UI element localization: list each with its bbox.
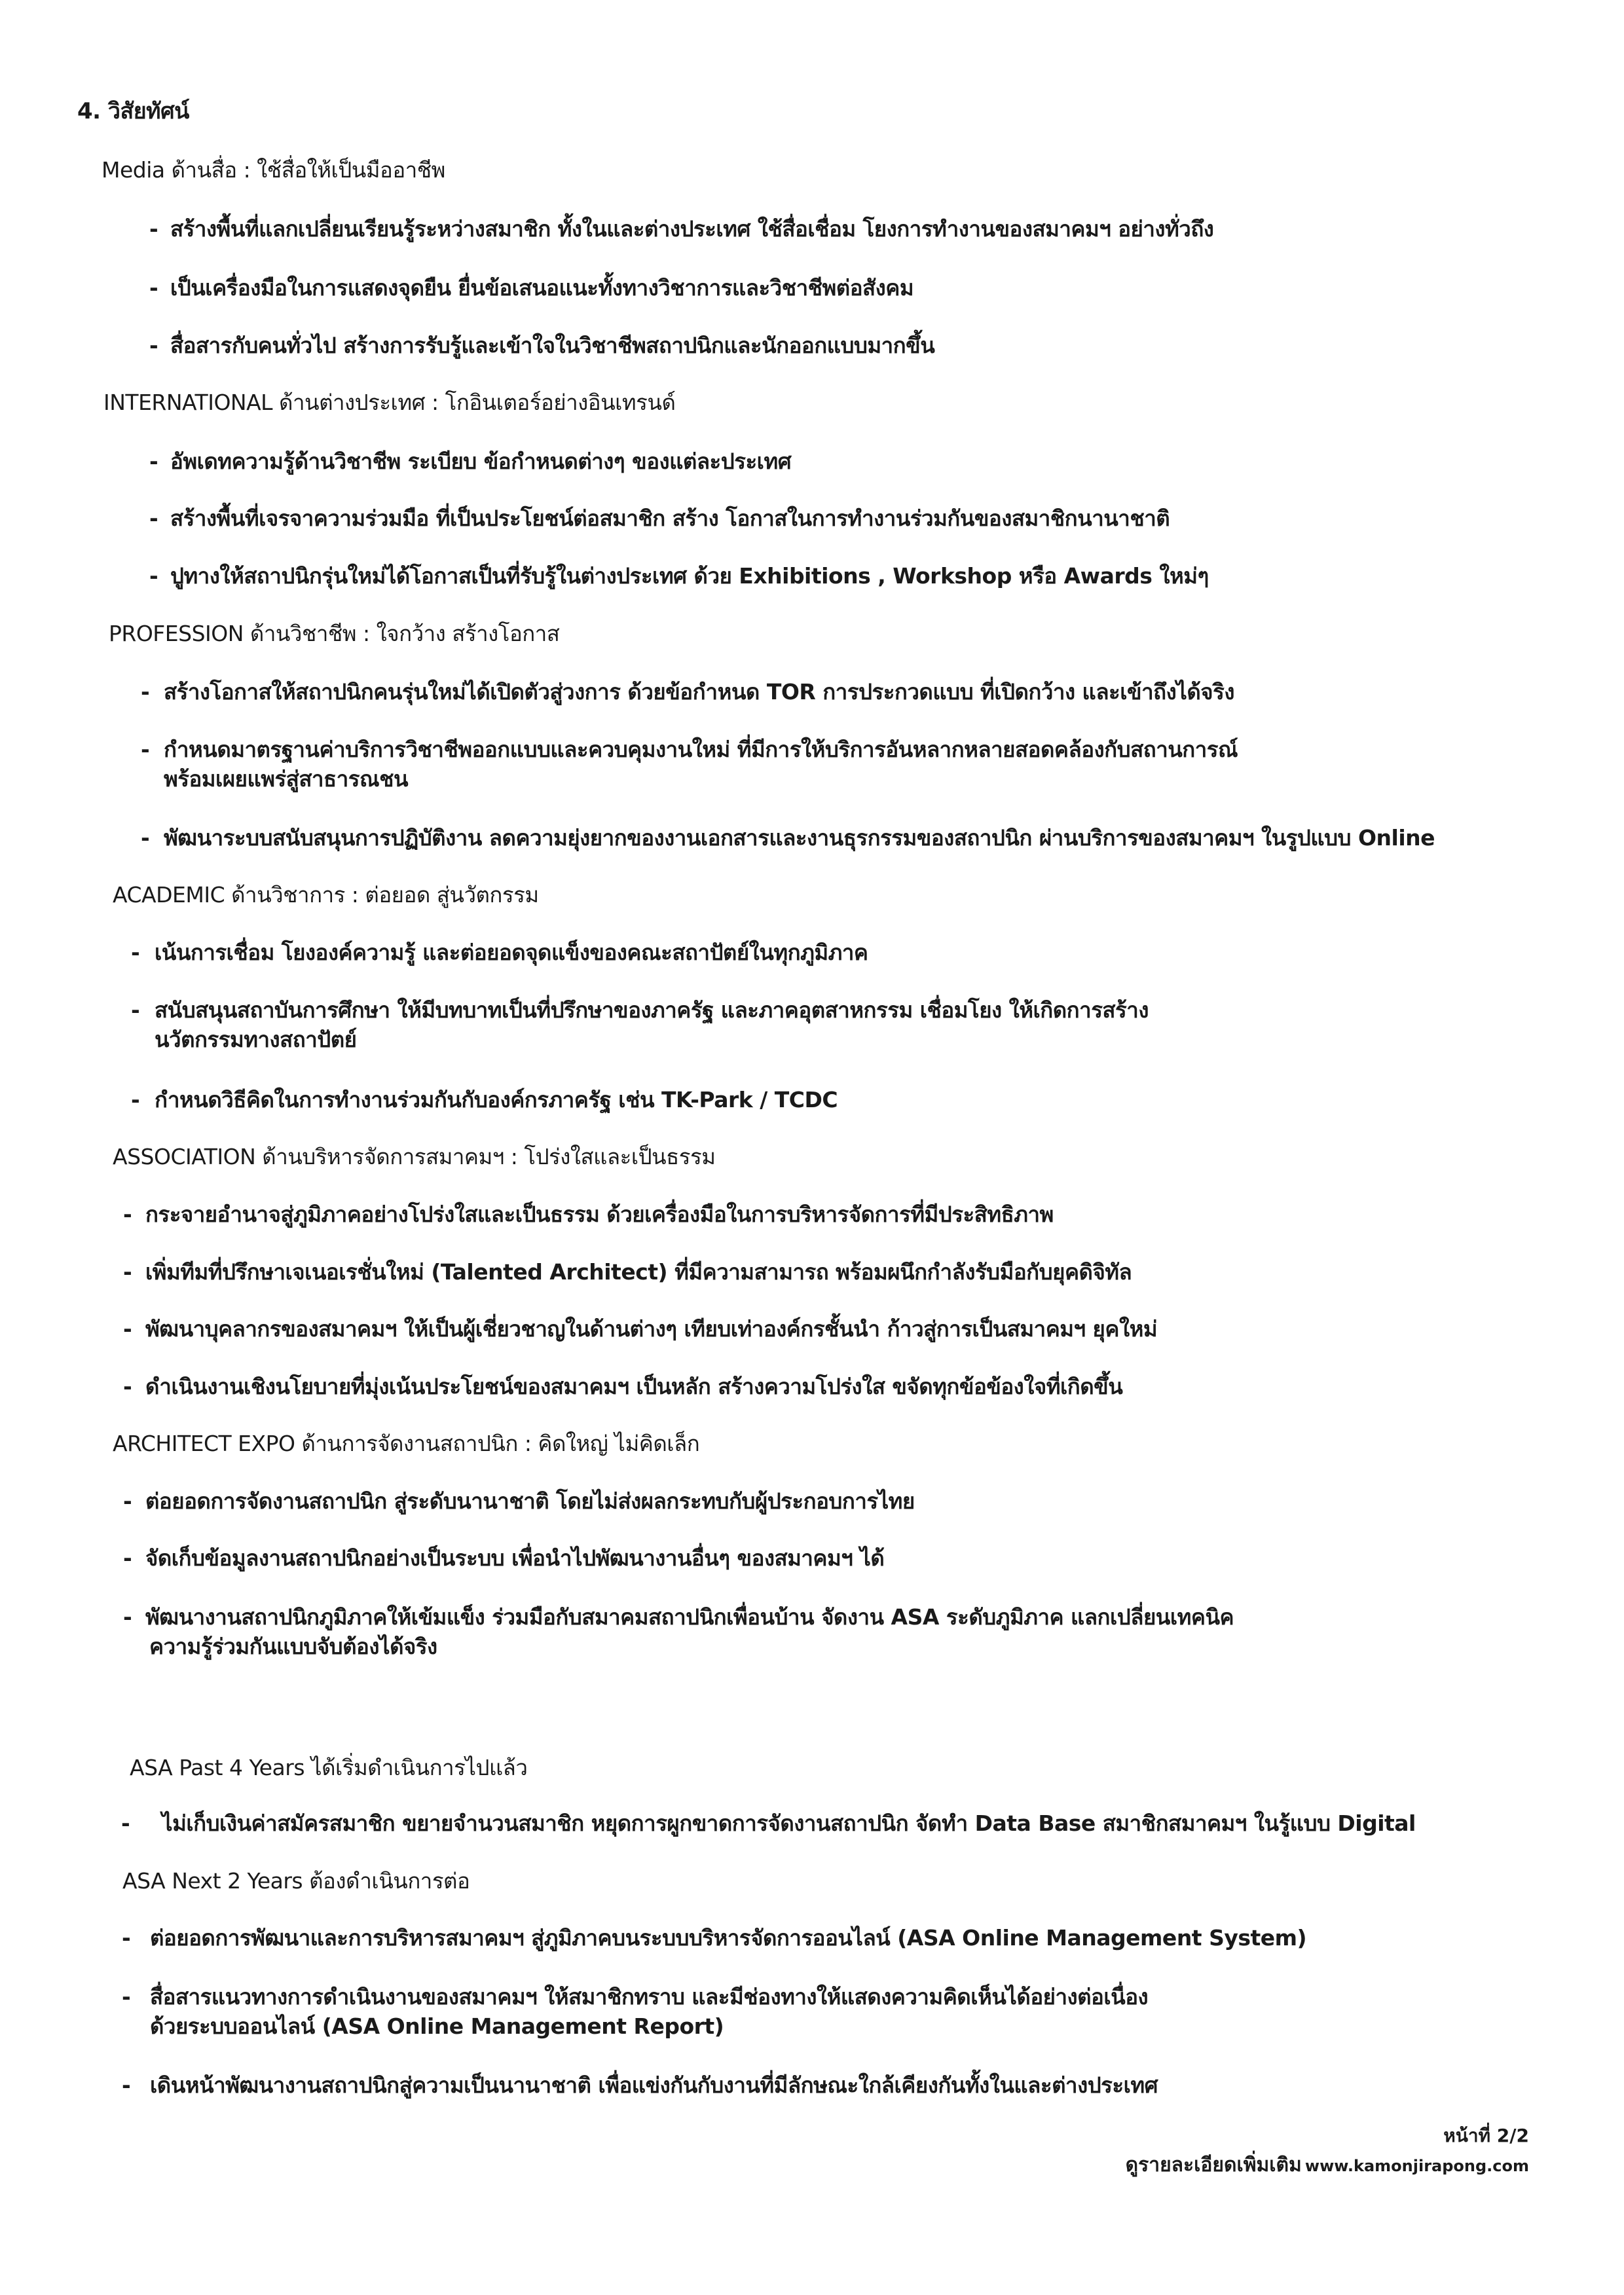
- bullet-text: เป็นเครื่องมือในการแสดงจุดยืน ยื่นข้อเสนอแนะทั้งทางวิชาการและวิชาชีพต่อสังคม: [170, 275, 914, 301]
- next-heading: ASA Next 2 Years ต้องดำเนินการต่อ: [122, 1868, 470, 1894]
- bullet-dash-icon: -: [123, 1202, 132, 1227]
- section-heading: ACADEMIC ด้านวิชาการ : ต่อยอด สู่นวัตกรรม: [113, 882, 539, 908]
- bullet-dash-icon: -: [131, 997, 140, 1023]
- bullet-text: ไม่เก็บเงินค่าสมัครสมาชิก ขยายจำนวนสมาชิก หยุดการผูกขาดการจัดงานสถาปนิก จัดทำ Data Base สมาชิกสมาคมฯ ในรู้แบบ Digital: [162, 1810, 1416, 1836]
- bullet-text: สร้างพื้นที่เจรจาความร่วมมือ ที่เป็นประโยชน์ต่อสมาชิก สร้าง โอกาสในการทำงานร่วมกันของสมาชิกนานาชาติ: [170, 505, 1170, 531]
- bullet-dash-icon: -: [131, 1087, 140, 1112]
- website-link[interactable]: www.kamonjirapong.com: [1304, 2157, 1529, 2175]
- bullet-dash-icon: -: [149, 505, 158, 531]
- bullet-dash-icon: -: [149, 216, 158, 242]
- past-heading: ASA Past 4 Years ได้เริ่มดำเนินการไปแล้ว: [130, 1755, 528, 1780]
- bullet-text: สร้างพื้นที่แลกเปลี่ยนเรียนรู้ระหว่างสมาชิก ทั้งในและต่างประเทศ ใช้สื่อเชื่อม โยงการทำงานของสมาคมฯ อย่างทั่วถึง: [170, 216, 1214, 242]
- bullet-text: อัพเดทความรู้ด้านวิชาชีพ ระเบียบ ข้อกำหนดต่างๆ ของแต่ละประเทศ: [170, 449, 792, 474]
- section-heading: INTERNATIONAL ด้านต่างประเทศ : โกอินเตอร์อย่างอินเทรนด์: [103, 390, 676, 415]
- bullet-text: ต่อยอดการจัดงานสถาปนิก สู่ระดับนานาชาติ โดยไม่ส่งผลกระทบกับผู้ประกอบการไทย: [145, 1488, 915, 1514]
- bullet-dash-icon: -: [149, 449, 158, 474]
- bullet-dash-icon: -: [141, 737, 150, 762]
- bullet-dash-icon: -: [122, 1925, 131, 1951]
- bullet-dash-icon: -: [121, 1810, 130, 1836]
- bullet-text: พัฒนาระบบสนับสนุนการปฏิบัติงาน ลดความยุ่งยากของงานเอกสารและงานธุรกรรมของสถาปนิก ผ่านบริการของสมาคมฯ ในรูปแบบ Online: [164, 825, 1435, 851]
- bullet-dash-icon: -: [122, 1984, 131, 2010]
- section-heading: ARCHITECT EXPO ด้านการจัดงานสถาปนิก : คิดใหญ่ ไม่คิดเล็ก: [113, 1431, 700, 1456]
- bullet-dash-icon: -: [149, 275, 158, 301]
- bullet-text: ดำเนินงานเชิงนโยบายที่มุ่งเน้นประโยชน์ของสมาคมฯ เป็นหลัก สร้างความโปร่งใส ขจัดทุกข้อข้องใจที่เกิดขึ้น: [145, 1374, 1123, 1399]
- bullet-text: พัฒนางานสถาปนิกภูมิภาคให้เข้มแข็ง ร่วมมือกับสมาคมสถาปนิกเพื่อนบ้าน จัดงาน ASA ระดับภูมิภาค แลกเปลี่ยนเทคนิค: [145, 1604, 1234, 1630]
- bullet-dash-icon: -: [123, 1545, 132, 1571]
- section-heading: Media ด้านสื่อ : ใช้สื่อให้เป็นมืออาชีพ: [101, 157, 445, 183]
- bullet-text: ความรู้ร่วมกันแบบจับต้องได้จริง: [149, 1634, 437, 1659]
- bullet-dash-icon: -: [123, 1488, 132, 1514]
- bullet-text: สร้างโอกาสให้สถาปนิกคนรุ่นใหม่ได้เปิดตัวสู่วงการ ด้วยข้อกำหนด TOR การประกวดแบบ ที่เปิดกว้าง และเข้าถึงได้จริง: [164, 679, 1234, 705]
- bullet-dash-icon: -: [141, 679, 150, 705]
- bullet-text: ต่อยอดการพัฒนาและการบริหารสมาคมฯ สู่ภูมิภาคบนระบบบริหารจัดการออนไลน์ (ASA Online Management System): [150, 1925, 1307, 1951]
- bullet-dash-icon: -: [123, 1374, 132, 1399]
- bullet-text: สนับสนุนสถาบันการศึกษา ให้มีบทบาทเป็นที่ปรึกษาของภาครัฐ และภาคอุตสาหกรรม เชื่อมโยง ให้เกิดการสร้าง: [155, 997, 1149, 1023]
- bullet-dash-icon: -: [123, 1259, 132, 1285]
- bullet-dash-icon: -: [123, 1316, 132, 1342]
- more-info-label: ดูรายละเอียดเพิ่มเติม: [1125, 2154, 1302, 2176]
- bullet-text: กำหนดวิธีคิดในการทำงานร่วมกันกับองค์กรภาครัฐ เช่น TK-Park / TCDC: [155, 1087, 838, 1112]
- bullet-dash-icon: -: [131, 940, 140, 965]
- bullet-text: พัฒนาบุคลากรของสมาคมฯ ให้เป็นผู้เชี่ยวชาญในด้านต่างๆ เทียบเท่าองค์กรชั้นนำ ก้าวสู่การเป็นสมาคมฯ ยุคใหม่: [145, 1316, 1158, 1342]
- bullet-text: ด้วยระบบออนไลน์ (ASA Online Management Report): [150, 2013, 724, 2039]
- bullet-text: กำหนดมาตรฐานค่าบริการวิชาชีพออกแบบและควบคุมงานใหม่ ที่มีการให้บริการอันหลากหลายสอดคล้องกับสถานการณ์: [164, 737, 1238, 762]
- bullet-text: ปูทางให้สถาปนิกรุ่นใหม่ได้โอกาสเป็นที่รับรู้ในต่างประเทศ ด้วย Exhibitions , Workshop หรือ Awards ใหม่ๆ: [170, 563, 1209, 589]
- bullet-text: สื่อสารกับคนทั่วไป สร้างการรับรู้และเข้าใจในวิชาชีพสถาปนิกและนักออกแบบมากขึ้น: [170, 333, 935, 358]
- section-heading: PROFESSION ด้านวิชาชีพ : ใจกว้าง สร้างโอกาส: [109, 621, 560, 646]
- bullet-dash-icon: -: [122, 2072, 131, 2098]
- bullet-text: นวัตกรรมทางสถาปัตย์: [155, 1027, 357, 1052]
- bullet-text: จัดเก็บข้อมูลงานสถาปนิกอย่างเป็นระบบ เพื่อนำไปพัฒนางานอื่นๆ ของสมาคมฯ ได้: [145, 1545, 885, 1571]
- section-heading: ASSOCIATION ด้านบริหารจัดการสมาคมฯ : โปร่งใสและเป็นธรรม: [113, 1144, 716, 1169]
- bullet-text: เน้นการเชื่อม โยงองค์ความรู้ และต่อยอดจุดแข็งของคณะสถาปัตย์ในทุกภูมิภาค: [155, 940, 868, 965]
- bullet-dash-icon: -: [123, 1604, 132, 1630]
- bullet-text: กระจายอำนาจสู่ภูมิภาคอย่างโปร่งใสและเป็นธรรม ด้วยเครื่องมือในการบริหารจัดการที่มีประสิทธิภาพ: [145, 1202, 1054, 1227]
- page-number: หน้าที่ 2/2: [1443, 2125, 1529, 2146]
- footer-more-info: [1126, 2150, 1529, 2180]
- bullet-dash-icon: -: [141, 825, 150, 851]
- bullet-dash-icon: -: [149, 333, 158, 358]
- bullet-text: เดินหน้าพัฒนางานสถาปนิกสู่ความเป็นนานาชาติ เพื่อแข่งกันกับงานที่มีลักษณะใกล้เคียงกันทั้งในและต่างประเทศ: [150, 2072, 1158, 2098]
- section-title: 4. วิสัยทัศน์: [77, 98, 189, 124]
- bullet-text: พร้อมเผยแพร่สู่สาธารณชน: [164, 766, 409, 792]
- bullet-text: สื่อสารแนวทางการดำเนินงานของสมาคมฯ ให้สมาชิกทราบ และมีช่องทางให้แสดงความคิดเห็นได้อย่างต่อเนื่อง: [150, 1984, 1149, 2010]
- bullet-text: เพิ่มทีมที่ปรึกษาเจเนอเรชั่นใหม่ (Talented Architect) ที่มีความสามารถ พร้อมผนึกกำลังรับมือกับยุคดิจิทัล: [145, 1259, 1132, 1285]
- bullet-dash-icon: -: [149, 563, 158, 589]
